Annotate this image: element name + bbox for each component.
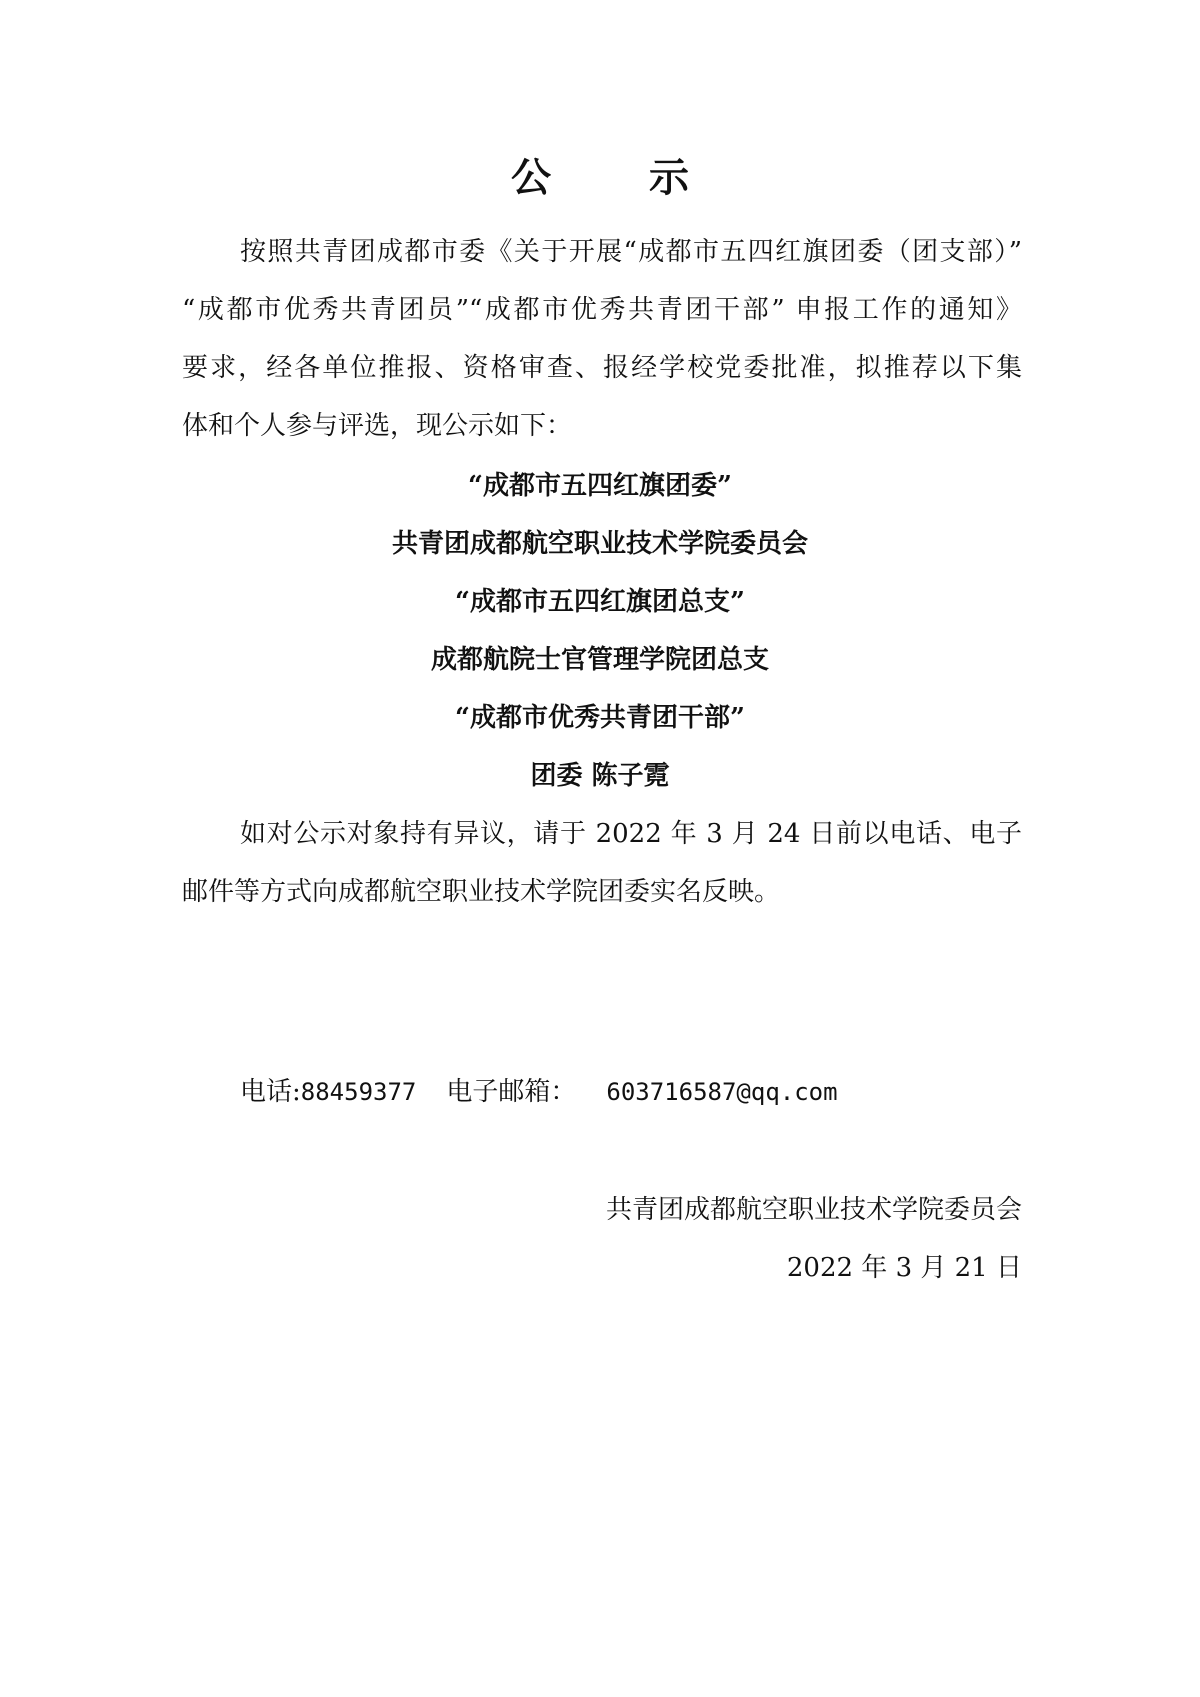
objection-line-1: 如对公示对象持有异议，请于 2022 年 3 月 24 日前以电话、电子 [240,819,1022,849]
phone-number: 88459377 [300,1078,417,1106]
award-category-2: “成都市五四红旗团总支” [455,587,745,617]
intro-line-2: “成都市优秀共青团员”“成都市优秀共青团干部” 申报工作的通知》 [182,295,1022,325]
award-category-3: “成都市优秀共青团干部” [455,703,745,733]
page-title: 公 示 [511,154,731,201]
award-recipient-3: 团委 陈子霓 [530,761,670,791]
award-recipient-2: 成都航院士官管理学院团总支 [430,645,769,675]
email-label: 电子邮箱： [446,1077,577,1107]
phone-label: 电话: [240,1077,301,1107]
intro-line-4: 体和个人参与评选，现公示如下： [182,411,573,441]
intro-line-1: 按照共青团成都市委《关于开展“成都市五四红旗团委（团支部）” [240,237,1022,267]
contact-info [240,1074,838,1110]
intro-line-3: 要求，经各单位推报、资格审查、报经学校党委批准，拟推荐以下集 [182,353,1022,383]
award-recipient-1: 共青团成都航空职业技术学院委员会 [391,529,808,559]
signature-organization: 共青团成都航空职业技术学院委员会 [605,1195,1022,1225]
email-address: 603716587@qq.com [606,1078,838,1106]
signature-date: 2022 年 3 月 21 日 [786,1253,1022,1283]
objection-line-2: 邮件等方式向成都航空职业技术学院团委实名反映。 [182,877,781,907]
award-category-1: “成都市五四红旗团委” [468,471,732,501]
